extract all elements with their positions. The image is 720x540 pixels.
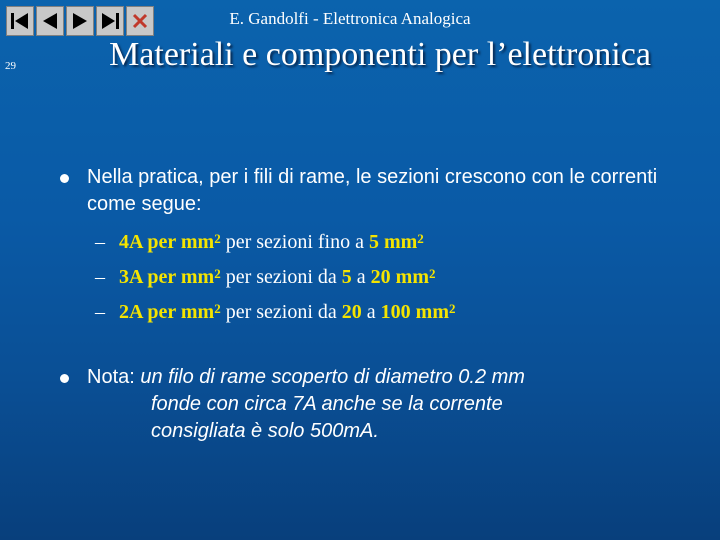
range-value: 5 mm <box>368 231 418 253</box>
previous-slide-button[interactable] <box>36 6 64 36</box>
first-slide-button[interactable] <box>6 6 34 36</box>
dash: – <box>95 266 105 288</box>
note-label: Nota: <box>87 366 141 388</box>
range-text: per sezioni da <box>220 266 342 288</box>
range-text: a <box>361 301 381 323</box>
current-value: 4A per mm <box>119 231 215 253</box>
last-slide-button[interactable] <box>96 6 124 36</box>
next-slide-icon <box>69 10 91 32</box>
sub-list-item <box>95 298 655 333</box>
note-text-line: consigliata è solo 500mA. <box>151 420 379 442</box>
last-slide-icon <box>99 10 121 32</box>
close-button[interactable] <box>126 6 154 36</box>
navigation-bar <box>6 6 156 38</box>
superscript: 2 <box>214 231 221 246</box>
bullet-dot-icon <box>60 174 69 183</box>
previous-slide-icon <box>39 10 61 32</box>
dash: – <box>95 231 105 253</box>
slide-title: Materiali e componenti per l’elettronica <box>109 36 651 73</box>
range-value: 20 <box>341 301 362 323</box>
close-icon <box>129 10 151 32</box>
header-title: E. Gandolfi - Elettronica Analogica <box>229 9 471 28</box>
range-value: 5 <box>341 266 352 288</box>
bullet-item <box>60 164 660 218</box>
superscript: 2 <box>214 266 221 281</box>
first-slide-icon <box>9 10 31 32</box>
bullet-item <box>60 364 660 445</box>
superscript: 2 <box>417 231 424 246</box>
note-text-line: fonde con circa 7A anche se la corrente <box>151 393 503 415</box>
range-value: 20 mm <box>370 266 429 288</box>
bullet-dot-icon <box>60 374 69 383</box>
next-slide-button[interactable] <box>66 6 94 36</box>
sub-list-item <box>95 263 655 298</box>
sub-list-item <box>95 228 655 263</box>
range-text: a <box>351 266 371 288</box>
dash: – <box>95 301 105 323</box>
current-value: 2A per mm <box>119 301 215 323</box>
range-text: per sezioni fino a <box>220 231 369 253</box>
bullet-text: Nella pratica, per i fili di rame, le sezioni crescono con le correnti come segue: <box>87 166 658 215</box>
superscript: 2 <box>428 266 436 281</box>
superscript: 2 <box>448 301 456 316</box>
current-list <box>95 228 655 333</box>
current-value: 3A per mm <box>119 266 215 288</box>
range-value: 100 mm <box>380 301 449 323</box>
superscript: 2 <box>214 301 221 316</box>
page-number: 29 <box>5 60 16 72</box>
range-text: per sezioni da <box>220 301 342 323</box>
note-text-line: un filo di rame scoperto di diametro 0.2 mm <box>140 366 525 388</box>
